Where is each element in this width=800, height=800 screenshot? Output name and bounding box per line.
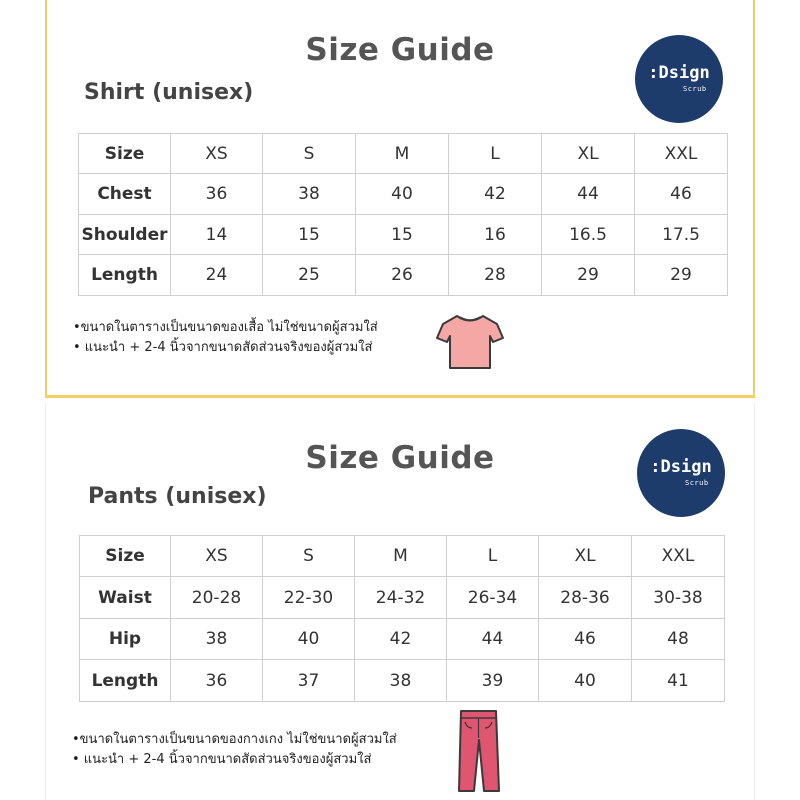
header-cell: XS	[171, 536, 263, 577]
table-cell: 42	[355, 619, 447, 660]
table-cell: 22-30	[263, 577, 355, 619]
table-cell: 25	[263, 255, 356, 296]
table-cell: 40	[356, 174, 449, 215]
row-label: Shoulder	[79, 215, 171, 255]
pants-guide-subtitle: Pants (unisex)	[88, 484, 267, 509]
header-cell: XXL	[632, 536, 725, 577]
table-cell: 24	[171, 255, 263, 296]
table-cell: 38	[171, 619, 263, 660]
header-cell: L	[447, 536, 539, 577]
table-cell: 36	[171, 174, 263, 215]
shirt-note-1: •ขนาดในตารางเป็นขนาดของเสื้อ ไม่ใช่ขนาดผู้สวมใส่	[73, 320, 378, 335]
table-cell: 36	[171, 660, 263, 702]
brand-logo-sub: Scrub	[683, 85, 707, 93]
table-cell: 40	[263, 619, 355, 660]
table-cell: 48	[632, 619, 725, 660]
table-cell: 20-28	[171, 577, 263, 619]
pants-note-2: • แนะนำ + 2-4 นิ้วจากขนาดสัดส่วนจริงของผู้สวมใส่	[72, 752, 372, 767]
shirt-notes	[73, 318, 378, 358]
table-cell: 17.5	[635, 215, 728, 255]
tshirt-icon	[435, 312, 505, 372]
brand-logo-name: :Dsign	[648, 63, 710, 83]
shirt-guide-subtitle: Shirt (unisex)	[84, 80, 254, 105]
table-row	[79, 255, 728, 296]
row-label: Waist	[80, 577, 171, 619]
table-cell: 28-36	[539, 577, 632, 619]
table-cell: 38	[263, 174, 356, 215]
row-label: Hip	[80, 619, 171, 660]
pants-notes	[72, 730, 397, 770]
table-row	[79, 174, 728, 215]
table-cell: 15	[356, 215, 449, 255]
brand-logo	[637, 429, 725, 517]
table-header-row	[79, 134, 728, 174]
row-label: Length	[79, 255, 171, 296]
table-cell: 37	[263, 660, 355, 702]
brand-logo-sub: Scrub	[685, 479, 709, 487]
table-cell: 38	[355, 660, 447, 702]
pants-size-table	[79, 535, 725, 702]
header-cell: Size	[80, 536, 171, 577]
table-cell: 26	[356, 255, 449, 296]
table-cell: 14	[171, 215, 263, 255]
header-cell: S	[263, 134, 356, 174]
table-row	[79, 215, 728, 255]
pants-note-1: •ขนาดในตารางเป็นขนาดของกางเกง ไม่ใช่ขนาดผู้สวมใส่	[72, 732, 397, 747]
header-cell: Size	[79, 134, 171, 174]
pants-guide-title: Size Guide	[305, 440, 495, 476]
table-row	[80, 577, 725, 619]
table-cell: 30-38	[632, 577, 725, 619]
row-label: Chest	[79, 174, 171, 215]
table-cell: 24-32	[355, 577, 447, 619]
shirt-size-guide-card	[45, 0, 755, 398]
header-cell: XS	[171, 134, 263, 174]
table-header-row	[80, 536, 725, 577]
table-cell: 29	[635, 255, 728, 296]
table-cell: 29	[542, 255, 635, 296]
brand-logo	[635, 35, 723, 123]
table-cell: 16	[449, 215, 542, 255]
table-row	[80, 619, 725, 660]
table-row	[80, 660, 725, 702]
table-cell: 16.5	[542, 215, 635, 255]
table-cell: 44	[447, 619, 539, 660]
shirt-size-table	[78, 133, 728, 296]
shirt-guide-title: Size Guide	[305, 32, 495, 68]
pants-size-guide-card	[45, 402, 755, 800]
header-cell: S	[263, 536, 355, 577]
brand-logo-name: :Dsign	[650, 457, 712, 477]
header-cell: XL	[539, 536, 632, 577]
table-cell: 39	[447, 660, 539, 702]
header-cell: XL	[542, 134, 635, 174]
table-cell: 46	[539, 619, 632, 660]
header-cell: XXL	[635, 134, 728, 174]
table-cell: 40	[539, 660, 632, 702]
table-cell: 28	[449, 255, 542, 296]
header-cell: L	[449, 134, 542, 174]
table-cell: 15	[263, 215, 356, 255]
row-label: Length	[80, 660, 171, 702]
pants-icon	[456, 708, 501, 794]
shirt-note-2: • แนะนำ + 2-4 นิ้วจากขนาดสัดส่วนจริงของผู้สวมใส่	[73, 340, 373, 355]
table-cell: 44	[542, 174, 635, 215]
header-cell: M	[355, 536, 447, 577]
table-cell: 26-34	[447, 577, 539, 619]
header-cell: M	[356, 134, 449, 174]
table-cell: 42	[449, 174, 542, 215]
table-cell: 46	[635, 174, 728, 215]
table-cell: 41	[632, 660, 725, 702]
